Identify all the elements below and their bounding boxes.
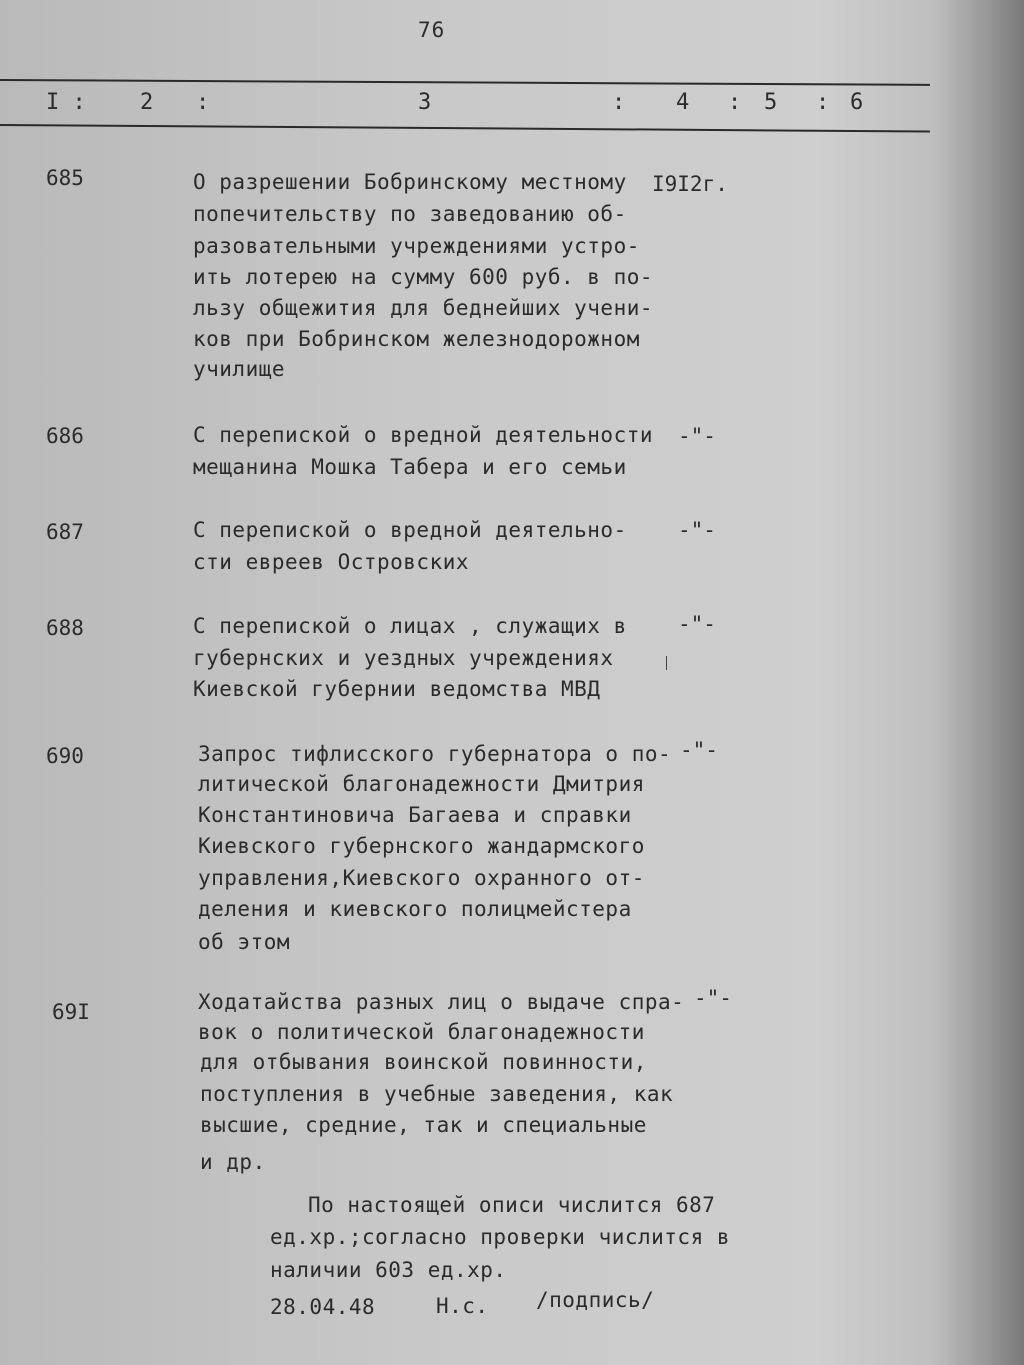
entry-title-line: ков при Бобринском железнодорожном <box>193 327 640 351</box>
entry-number: 685 <box>46 166 84 190</box>
entry-number: 690 <box>46 744 84 768</box>
entry-title-line: разовательными учреждениями устро- <box>193 234 640 258</box>
entry-number: 69I <box>52 1000 90 1024</box>
entry-date: -"- <box>678 424 716 448</box>
entry-title-line: губернских и уездных учреждениях <box>193 646 614 670</box>
entry-title-line: для отбывания воинской повинности, <box>200 1050 647 1074</box>
column-separator: : <box>612 90 626 115</box>
closing-date: 28.04.48 <box>270 1295 376 1319</box>
column-separator: : <box>816 90 830 115</box>
page-edge-shadow <box>929 0 1024 1365</box>
entry-date: -"- <box>694 986 732 1010</box>
column-separator: : <box>196 90 210 115</box>
column-header-2: 2 <box>140 90 154 115</box>
entry-title-line: попечительству по заведованию об- <box>193 202 627 226</box>
entry-title-line: поступления в учебные заведения, как <box>200 1082 674 1106</box>
entry-title-line: Киевской губернии ведомства МВД <box>193 677 601 701</box>
entry-date: -"- <box>680 738 718 762</box>
entry-title-line: Запрос тифлисского губернатора о по- <box>198 742 672 766</box>
entry-title-line: мещанина Мошка Табера и его семьи <box>193 455 627 479</box>
entry-title-line: вок о политической благонадежности <box>198 1020 645 1044</box>
entry-title-line: Ходатайства разных лиц о выдаче спра- <box>198 990 685 1014</box>
pencil-mark <box>666 656 667 670</box>
entry-number: 687 <box>46 520 84 544</box>
entry-title-line: Киевского губернского жандармского <box>198 834 645 858</box>
entry-title-line: литической благонадежности Дмитрия <box>198 772 645 796</box>
column-header-5: 5 <box>764 90 778 115</box>
entry-title-line: высшие, средние, так и специальные <box>200 1113 647 1137</box>
header-bottom-rule <box>0 124 930 132</box>
closing-line: ед.хр.;согласно проверки числится в <box>270 1225 731 1249</box>
closing-line: наличии 603 ед.хр. <box>270 1258 507 1282</box>
entry-date: -"- <box>678 612 716 636</box>
entry-title-line: сти евреев Островских <box>193 550 470 574</box>
entry-title-line: С перепиской о вредной деятельно- <box>193 518 627 542</box>
entry-title-line: ить лотерею на сумму 600 руб. в по- <box>193 265 654 289</box>
entry-title-line: деления и киевского полицмейстера <box>198 897 632 921</box>
signature-placeholder: /подпись/ <box>536 1288 655 1312</box>
entry-title-line: об этом <box>198 930 291 954</box>
column-header-4: 4 <box>676 90 690 115</box>
entry-number: 686 <box>46 424 84 448</box>
entry-date: -"- <box>678 518 716 542</box>
column-header-1: I : <box>46 90 86 115</box>
entry-title-line: О разрешении Бобринскому местному <box>193 170 627 194</box>
entry-number: 688 <box>46 616 84 640</box>
entry-title-line: Константиновича Багаева и справки <box>198 803 632 827</box>
header-top-rule <box>0 79 930 86</box>
column-separator: : <box>728 90 742 115</box>
entry-date: I9I2г. <box>652 172 728 196</box>
entry-title-line: управления,Киевского охранного от- <box>198 866 645 890</box>
closing-line: По настоящей описи числится 687 <box>308 1193 716 1217</box>
entry-title-line: С перепиской о вредной деятельности <box>193 423 654 447</box>
closing-initials: Н.с. <box>436 1294 489 1318</box>
column-header-6: 6 <box>850 90 864 115</box>
page-number: 76 <box>418 18 446 42</box>
entry-title-line: и др. <box>200 1150 266 1174</box>
entry-title-line: льзу общежития для беднейших учени- <box>193 296 654 320</box>
column-header-3: 3 <box>418 90 432 115</box>
entry-title-line: С перепиской о лицах , служащих в <box>193 614 627 638</box>
entry-title-line: училище <box>193 357 286 381</box>
